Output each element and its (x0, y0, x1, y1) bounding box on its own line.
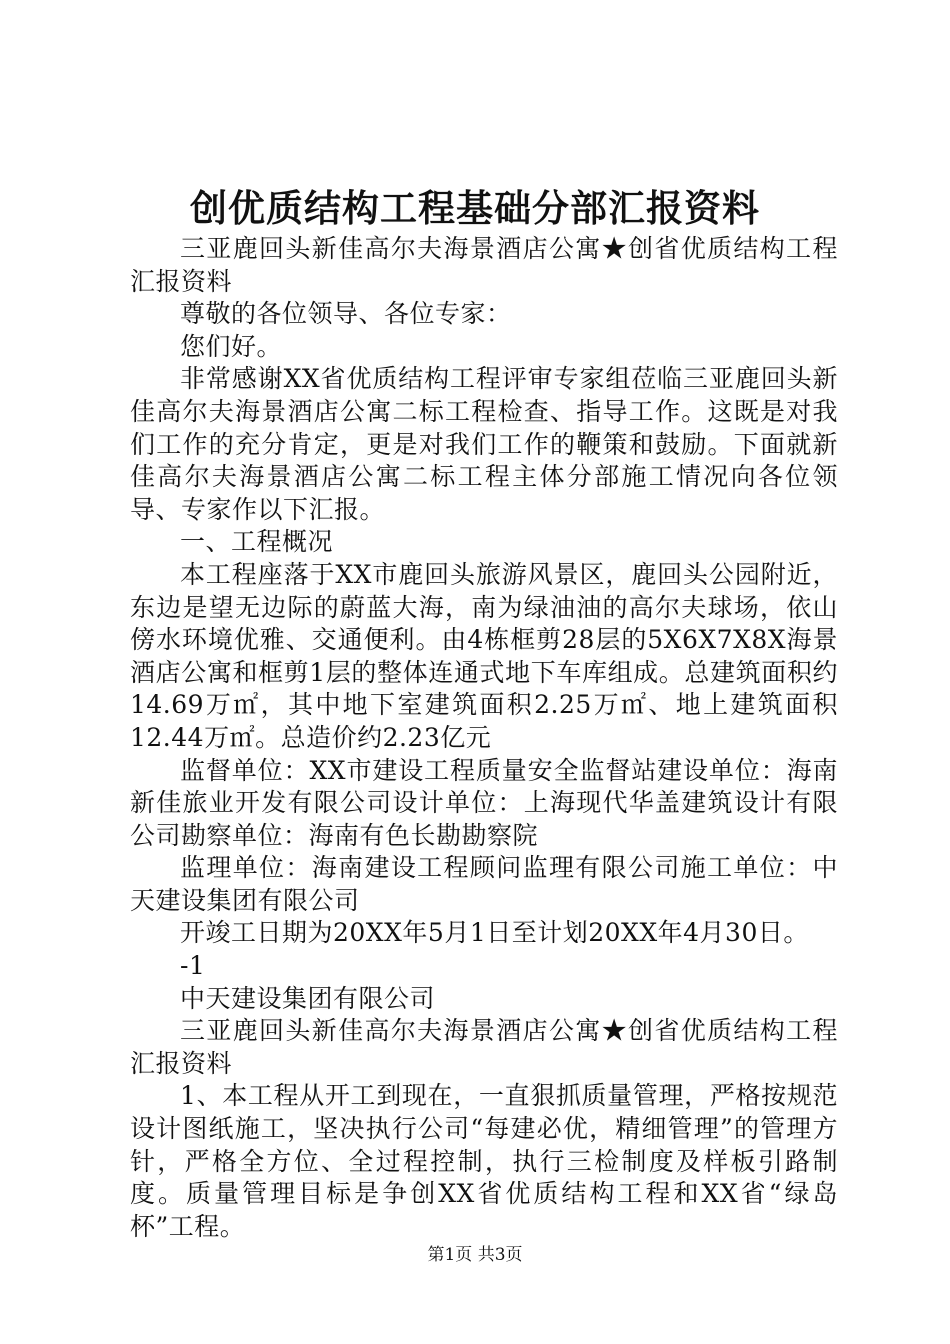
paragraph-units: 监督单位：XX市建设工程质量安全监督站建设单位：海南新佳旅业开发有限公司设计单位：上海现代华盖建筑设计有限公司勘察单位：海南有色长勘勘察院 (130, 755, 838, 850)
document-body (130, 233, 838, 1243)
paragraph-company: 中天建设集团有限公司 (180, 983, 436, 1013)
paragraph-salutation: 尊敬的各位领导、各位专家： (180, 299, 512, 329)
paragraph-project-overview: 本工程座落于XX市鹿回头旅游风景区，鹿回头公园附近，东边是望无边际的蔚蓝大海，南为绿油油的高尔夫球场，依山傍水环境优雅、交通便利。由4栋框剪28层的5X6X7X8X海景酒店公寓和框剪1层的整体连通式地下车库组成。总建筑面积约14.69万㎡，其中地下室建筑面积2.25万㎡、地上建筑面积12.44万㎡。总造价约2.23亿元 (130, 559, 838, 752)
section-heading-overview: 一、工程概况 (180, 527, 334, 557)
paragraph-project-heading-repeat: 三亚鹿回头新佳高尔夫海景酒店公寓★创省优质结构工程汇报资料 (130, 1016, 838, 1078)
paragraph-thanks: 非常感谢XX省优质结构工程评审专家组莅临三亚鹿回头新佳高尔夫海景酒店公寓二标工程检查、指导工作。这既是对我们工作的充分肯定，更是对我们工作的鞭策和鼓励。下面就新佳高尔夫海景酒店公寓二标工程主体分部施工情况向各位领导、专家作以下汇报。 (130, 364, 838, 524)
page-footer: 第1页 共3页 (427, 1245, 523, 1265)
paragraph-greeting: 您们好。 (180, 331, 283, 361)
page-marker: -1 (180, 951, 206, 981)
paragraph-supervision-construction: 监理单位：海南建设工程顾问监理有限公司施工单位：中天建设集团有限公司 (130, 853, 838, 915)
paragraph-quality-management: 1、本工程从开工到现在，一直狠抓质量管理，严格按规范设计图纸施工，坚决执行公司“每建必优，精细管理”的管理方针，严格全方位、全过程控制，执行三检制度及样板引路制度。质量管理目标是争创XX省优质结构工程和XX省“绿岛杯”工程。 (130, 1081, 838, 1241)
paragraph-project-heading: 三亚鹿回头新佳高尔夫海景酒店公寓★创省优质结构工程汇报资料 (130, 234, 838, 296)
paragraph-dates: 开竣工日期为20XX年5月1日至计划20XX年4月30日。 (180, 918, 809, 948)
document-title: 创优质结构工程基础分部汇报资料 (190, 186, 760, 230)
